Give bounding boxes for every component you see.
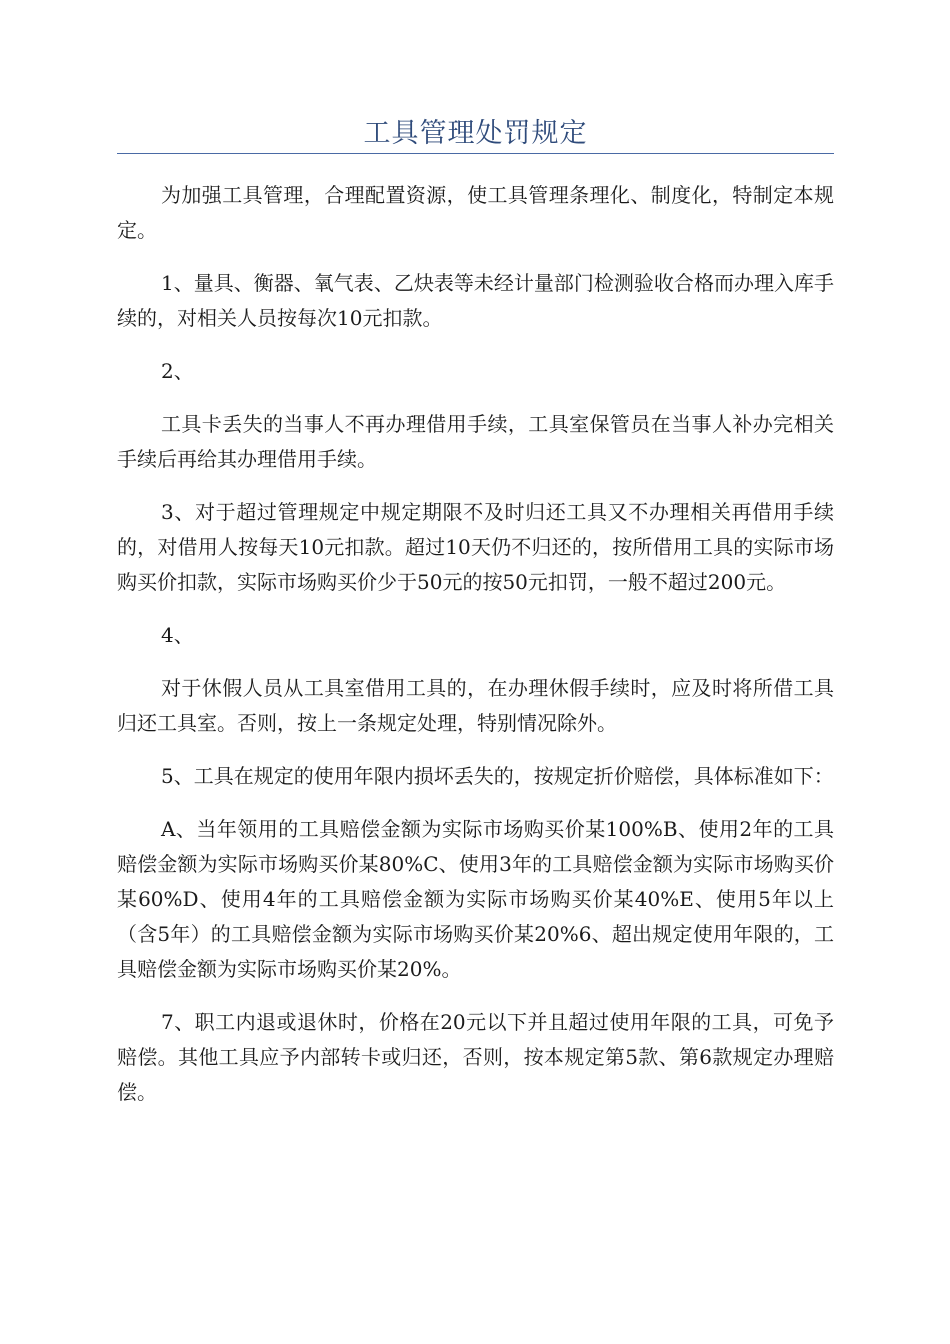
paragraph-clause-4-number: 4、	[161, 623, 194, 647]
paragraph-clause-2: 工具卡丢失的当事人不再办理借用手续，工具室保管员在当事人补办完相关手续后再给其办理借用手续。	[117, 412, 834, 471]
paragraph-clause-3: 3、对于超过管理规定中规定期限不及时归还工具又不办理相关再借用手续的，对借用人按每天10元扣款。超过10天仍不归还的，按所借用工具的实际市场购买价扣款，实际市场购买价少于50元的按50元扣罚，一般不超过200元。	[117, 500, 834, 594]
paragraph-clause-7: 7、职工内退或退休时，价格在20元以下并且超过使用年限的工具，可免予赔偿。其他工具应予内部转卡或归还，否则，按本规定第5款、第6款规定办理赔偿。	[117, 1010, 834, 1104]
paragraph-compensation-rates: A、当年领用的工具赔偿金额为实际市场购买价某100%B、使用2年的工具赔偿金额为实际市场购买价某80%C、使用3年的工具赔偿金额为实际市场购买价某60%D、使用4年的工具赔偿金额为实际市场购买价某40%E、使用5年以上（含5年）的工具赔偿金额为实际市场购买价某20%6、超出规定使用年限的，工具赔偿金额为实际市场购买价某20%。	[117, 817, 834, 981]
document-body	[117, 178, 834, 1128]
paragraph-clause-5: 5、工具在规定的使用年限内损坏丢失的，按规定折价赔偿，具体标准如下：	[161, 764, 834, 788]
paragraph-clause-2-number: 2、	[161, 359, 194, 383]
document-title: 工具管理处罚规定	[363, 118, 588, 149]
paragraph-clause-1: 1、量具、衡器、氧气表、乙炔表等未经计量部门检测验收合格而办理入库手续的，对相关人员按每次10元扣款。	[117, 271, 834, 330]
title-underline	[117, 153, 834, 154]
paragraph-intro: 为加强工具管理，合理配置资源，使工具管理条理化、制度化，特制定本规定。	[117, 183, 834, 242]
paragraph-clause-4: 对于休假人员从工具室借用工具的，在办理休假手续时，应及时将所借工具归还工具室。否则，按上一条规定处理，特别情况除外。	[117, 676, 834, 735]
